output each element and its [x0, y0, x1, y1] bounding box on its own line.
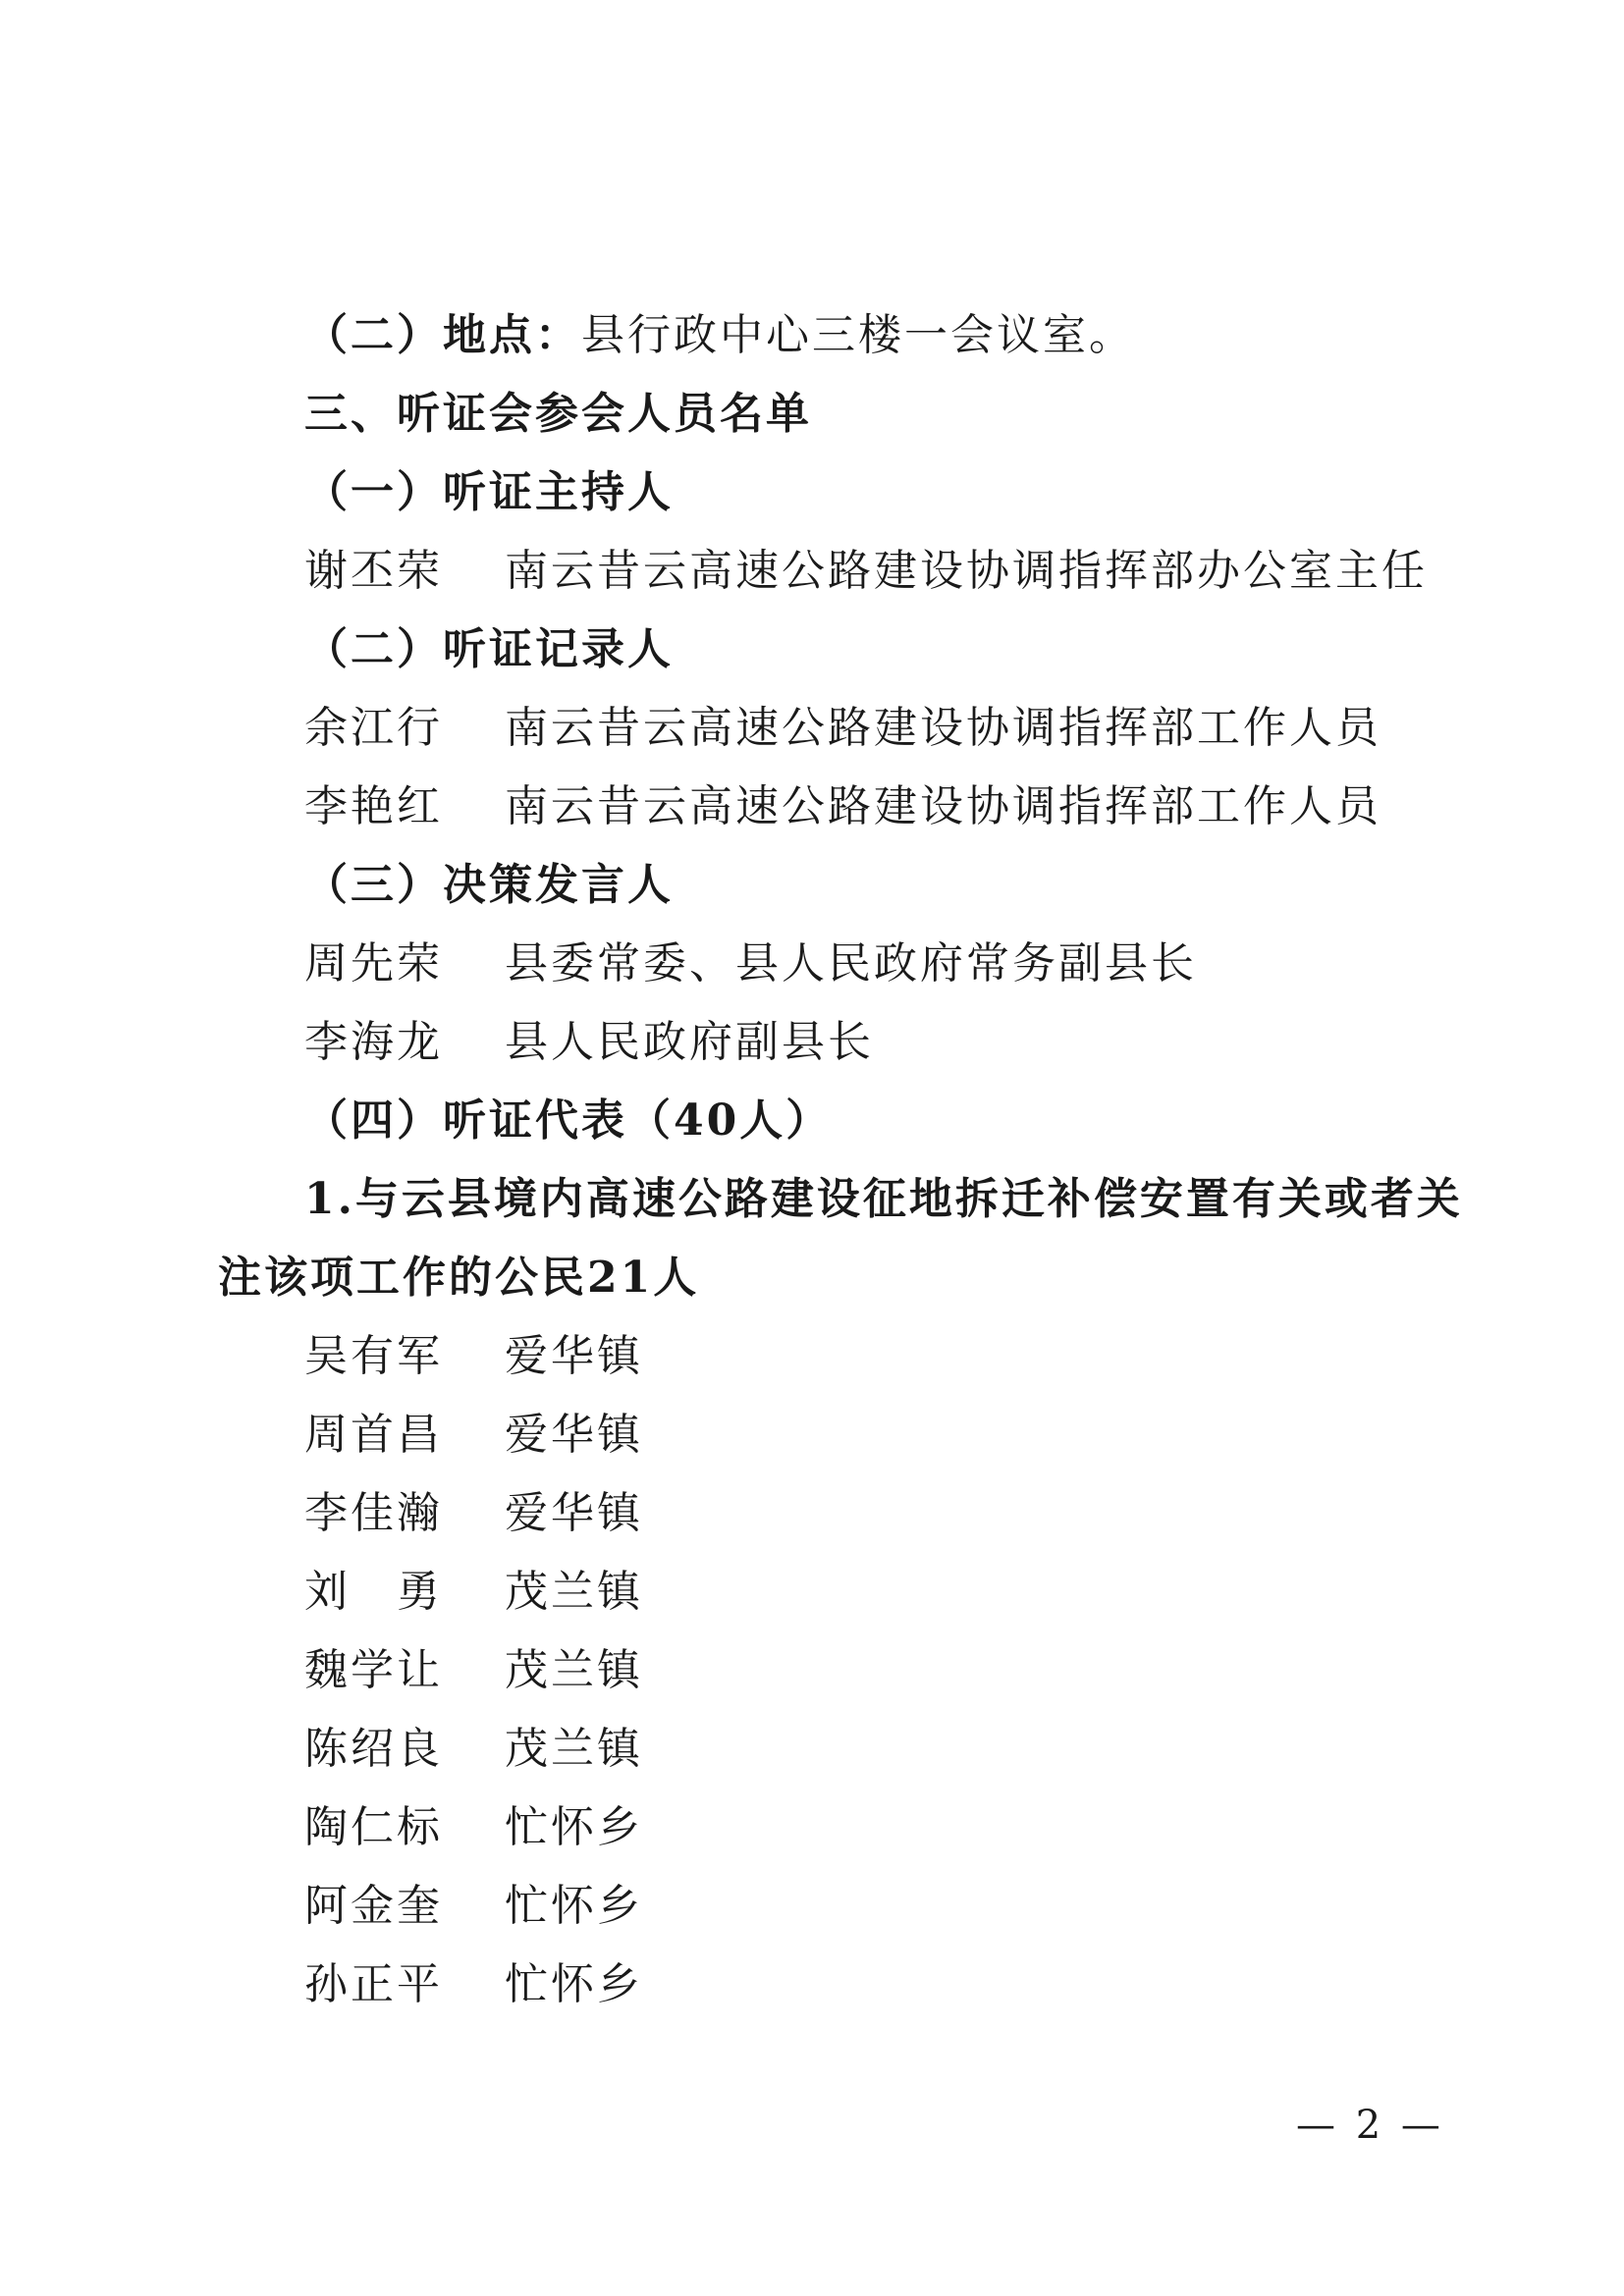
- rep-row: [304, 1484, 643, 1543]
- location-label: （二）地点：: [304, 310, 581, 360]
- person-place: 茂兰镇: [505, 1567, 643, 1617]
- rep-row: [304, 1327, 643, 1386]
- group1-line1: 1.与云县境内高速公路建设征地拆迁补偿安置有关或者关: [304, 1174, 1463, 1224]
- person-place: 忙怀乡: [505, 1959, 643, 2009]
- rep-row: [304, 1720, 643, 1779]
- recorder-row: [304, 777, 1381, 836]
- person-name: 谢丕荣: [304, 546, 443, 596]
- host-row: [304, 542, 1428, 601]
- person-name: 陈绍良: [304, 1724, 443, 1774]
- recorder-row: [304, 699, 1381, 758]
- section-title: 三、听证会参会人员名单: [304, 389, 812, 439]
- person-place: 爱华镇: [505, 1410, 643, 1460]
- person-name: 李海龙: [304, 1017, 443, 1067]
- rep-row: [304, 1877, 643, 1936]
- speakers-heading: （三）决策发言人: [304, 860, 674, 910]
- person-place: 茂兰镇: [505, 1645, 643, 1695]
- person-place: 茂兰镇: [505, 1724, 643, 1774]
- person-place: 爱华镇: [505, 1331, 643, 1381]
- person-title: 县人民政府副县长: [505, 1017, 874, 1067]
- rep-row: [304, 1798, 643, 1857]
- person-name: 刘 勇: [304, 1567, 443, 1617]
- person-name: 孙正平: [304, 1959, 443, 2009]
- person-name: 余江行: [304, 703, 443, 753]
- host-heading: （一）听证主持人: [304, 467, 674, 517]
- location-value: 县行政中心三楼一会议室。: [581, 310, 1135, 360]
- rep-row: [304, 1955, 643, 2014]
- person-name: 李艳红: [304, 781, 443, 831]
- page-number: — 2 —: [1296, 2103, 1444, 2148]
- person-name: 吴有军: [304, 1331, 443, 1381]
- person-place: 爱华镇: [505, 1488, 643, 1538]
- person-title: 县委常委、县人民政府常务副县长: [505, 938, 1197, 988]
- person-title: 南云昔云高速公路建设协调指挥部工作人员: [505, 703, 1381, 753]
- person-name: 周先荣: [304, 938, 443, 988]
- person-name: 陶仁标: [304, 1802, 443, 1852]
- speaker-row: [304, 934, 1197, 993]
- person-name: 李佳瀚: [304, 1488, 443, 1538]
- person-title: 南云昔云高速公路建设协调指挥部办公室主任: [505, 546, 1428, 596]
- representatives-heading: （四）听证代表（40人）: [304, 1095, 833, 1146]
- group1-line2: 注该项工作的公民21人: [218, 1253, 700, 1303]
- person-name: 周首昌: [304, 1410, 443, 1460]
- speaker-row: [304, 1013, 874, 1072]
- person-name: 阿金奎: [304, 1881, 443, 1931]
- person-title: 南云昔云高速公路建设协调指挥部工作人员: [505, 781, 1381, 831]
- person-place: 忙怀乡: [505, 1881, 643, 1931]
- recorders-heading: （二）听证记录人: [304, 624, 674, 674]
- person-name: 魏学让: [304, 1645, 443, 1695]
- location-line: [304, 306, 1135, 365]
- rep-row: [304, 1641, 643, 1700]
- rep-row: [304, 1563, 643, 1622]
- person-place: 忙怀乡: [505, 1802, 643, 1852]
- rep-row: [304, 1406, 643, 1465]
